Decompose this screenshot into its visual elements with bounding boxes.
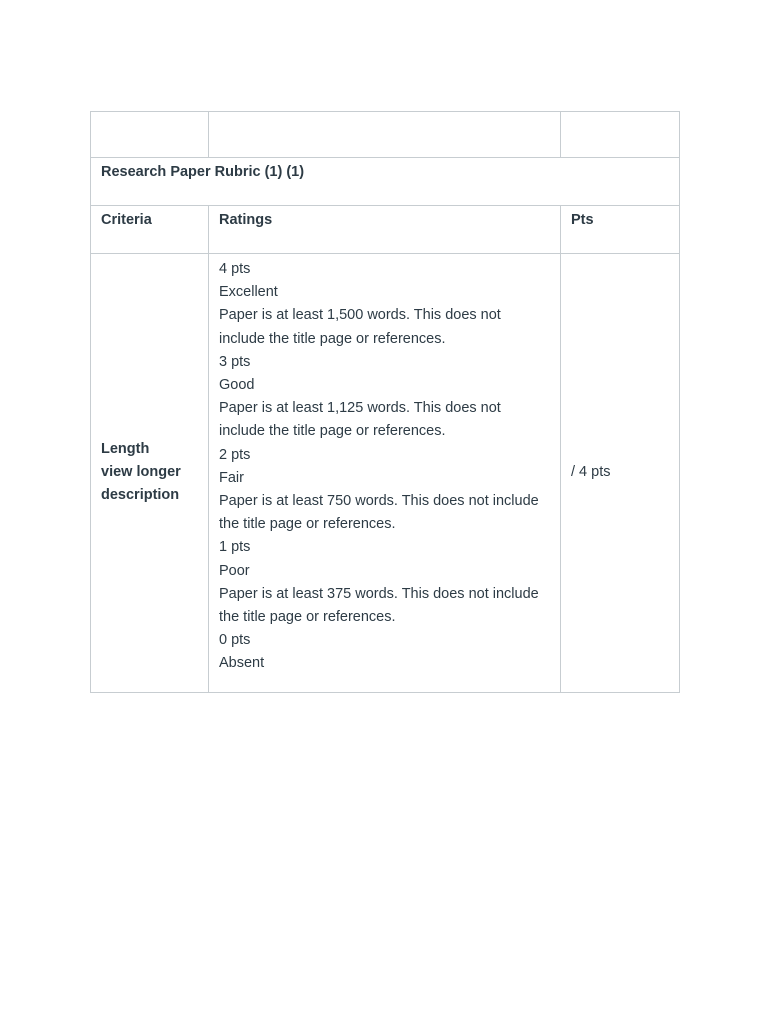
criterion-name: Length — [101, 441, 150, 458]
rating-item — [219, 351, 550, 444]
rating-label: Fair — [219, 469, 244, 486]
rating-description: Paper is at least 1,500 words. This does not include the title page or references. — [219, 307, 501, 347]
rating-label: Absent — [219, 655, 265, 672]
link-line: view longer — [101, 464, 181, 481]
empty-row — [91, 112, 680, 158]
title-row — [91, 158, 680, 206]
criterion-cell — [91, 254, 209, 693]
rubric-title: Research Paper Rubric (1) (1) — [91, 158, 680, 206]
ratings-cell — [209, 254, 561, 693]
rating-label: Good — [219, 377, 255, 394]
view-longer-description-link[interactable] — [101, 461, 198, 507]
empty-cell — [561, 112, 680, 158]
rating-points: 1 pts — [219, 539, 251, 556]
rating-description: Paper is at least 375 words. This does not include the title page or references. — [219, 585, 539, 626]
rating-item — [219, 629, 550, 675]
rating-points: 0 pts — [219, 632, 251, 649]
pts-cell: / 4 pts — [561, 254, 680, 693]
rating-points: 2 pts — [219, 446, 251, 463]
rating-points: 3 pts — [219, 353, 251, 370]
rating-item — [219, 258, 550, 351]
empty-cell — [91, 112, 209, 158]
rating-points: 4 pts — [219, 261, 251, 277]
rating-description: Paper is at least 1,125 words. This does not include the title page or references. — [219, 400, 501, 440]
rubric-table — [90, 111, 680, 693]
link-line: description — [101, 487, 180, 504]
header-pts: Pts — [561, 206, 680, 254]
rating-description: Paper is at least 750 words. This does not include the title page or references. — [219, 493, 539, 533]
empty-cell — [209, 112, 561, 158]
criterion-row — [91, 254, 680, 693]
rating-item — [219, 444, 550, 537]
header-ratings: Ratings — [209, 206, 561, 254]
rating-label: Poor — [219, 562, 250, 579]
rating-item — [219, 536, 550, 629]
rating-label: Excellent — [219, 284, 278, 301]
header-criteria: Criteria — [91, 206, 209, 254]
header-row — [91, 206, 680, 254]
